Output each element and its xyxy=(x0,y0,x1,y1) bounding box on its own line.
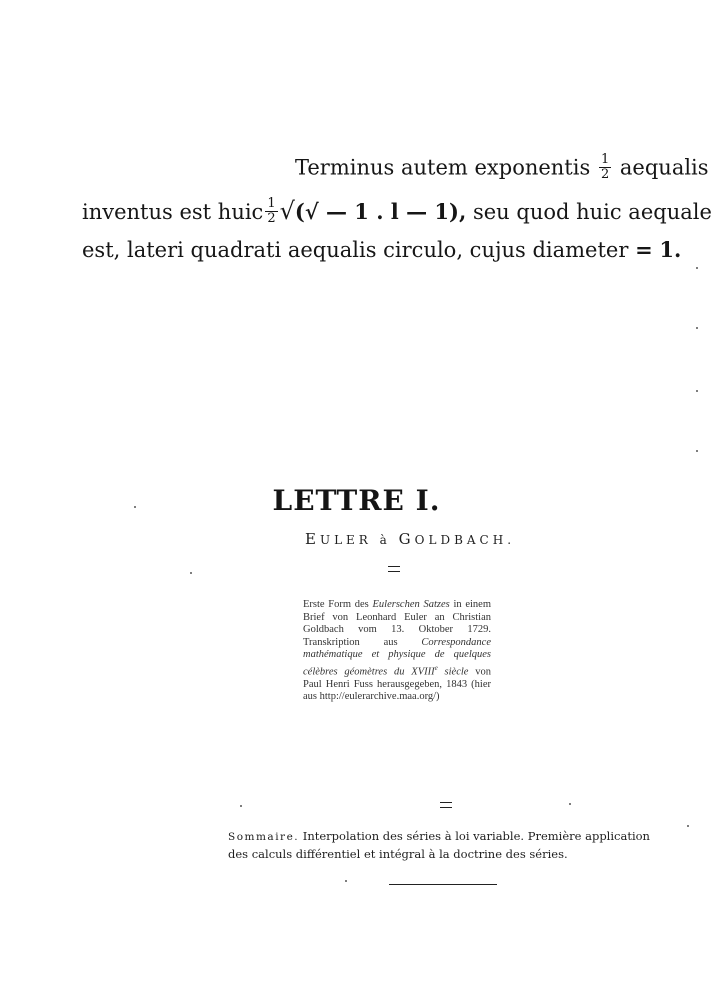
line2-expression: (√ — 1 . l — 1), xyxy=(294,199,467,224)
scan-speck xyxy=(696,390,698,392)
line2-post: seu quod huic aequale xyxy=(472,200,712,224)
fraction-numerator: 1 xyxy=(600,152,610,167)
sommaire-block xyxy=(228,828,668,863)
subtitle-cap-g: G xyxy=(398,530,415,548)
closing-rule xyxy=(389,884,497,885)
note-part-3: in einem Brief von Leonhard Euler an Christian Goldbach vom 13. Oktober 1729. Transkription aus xyxy=(303,599,491,648)
fraction-denominator: 2 xyxy=(600,166,610,182)
scan-speck xyxy=(345,880,347,882)
note-part-4: Correspondance mathématique et physique de quelques célèbres géomètres du XVIII xyxy=(303,636,491,677)
equals-sign: = xyxy=(635,237,653,262)
scan-speck xyxy=(569,803,571,805)
fraction-one-half xyxy=(599,153,611,181)
separator-mark-bottom xyxy=(440,802,452,808)
subtitle-goldbach: OLDBACH. xyxy=(414,533,516,547)
note-part-6: von Paul Henri Fuss herausgegeben, 1843 (hier aus http://eulerarchive.maa.org/) xyxy=(303,666,491,702)
line1-pre: Terminus autem exponentis xyxy=(295,155,591,180)
scan-speck xyxy=(134,506,136,508)
fraction-denominator-2: 2 xyxy=(267,211,276,226)
scan-speck xyxy=(190,572,192,574)
note-part-5: siècle xyxy=(437,666,469,677)
scan-speck xyxy=(696,267,698,269)
subtitle-cap-e: E xyxy=(305,530,320,548)
note-part-1: Erste Form des xyxy=(303,599,373,610)
radical-sign: √ xyxy=(279,197,295,225)
fraction-one-half-2 xyxy=(265,197,277,225)
subtitle-a: à xyxy=(379,533,391,547)
fraction-numerator-2: 1 xyxy=(267,196,276,212)
scan-speck xyxy=(696,327,698,329)
text-line-2 xyxy=(82,196,712,228)
sommaire-label: Sommaire. xyxy=(228,831,300,843)
line2-pre: inventus est huic xyxy=(82,200,264,224)
note-superscript: e xyxy=(434,663,438,672)
scan-speck xyxy=(696,450,698,452)
letter-title: LETTRE I. xyxy=(272,484,441,517)
note-part-2: Eulerschen Satzes xyxy=(372,599,450,610)
sommaire-text: Interpolation des séries à loi variable. Première application des calculs différentiel et intégral à la doctrine des séries. xyxy=(228,829,650,861)
text-line-3 xyxy=(82,239,681,261)
line3-text: est, lateri quadrati aequalis circulo, cujus diameter xyxy=(82,238,629,262)
subtitle-euler: ULER xyxy=(319,533,372,547)
scan-speck xyxy=(687,825,689,827)
annotation-note xyxy=(303,599,491,704)
line1-post: aequalis xyxy=(619,155,709,180)
separator-mark-top xyxy=(388,566,400,572)
text-line-1 xyxy=(295,152,709,183)
line3-one: 1. xyxy=(659,237,682,262)
scan-speck xyxy=(240,805,242,807)
letter-subtitle xyxy=(305,530,515,548)
